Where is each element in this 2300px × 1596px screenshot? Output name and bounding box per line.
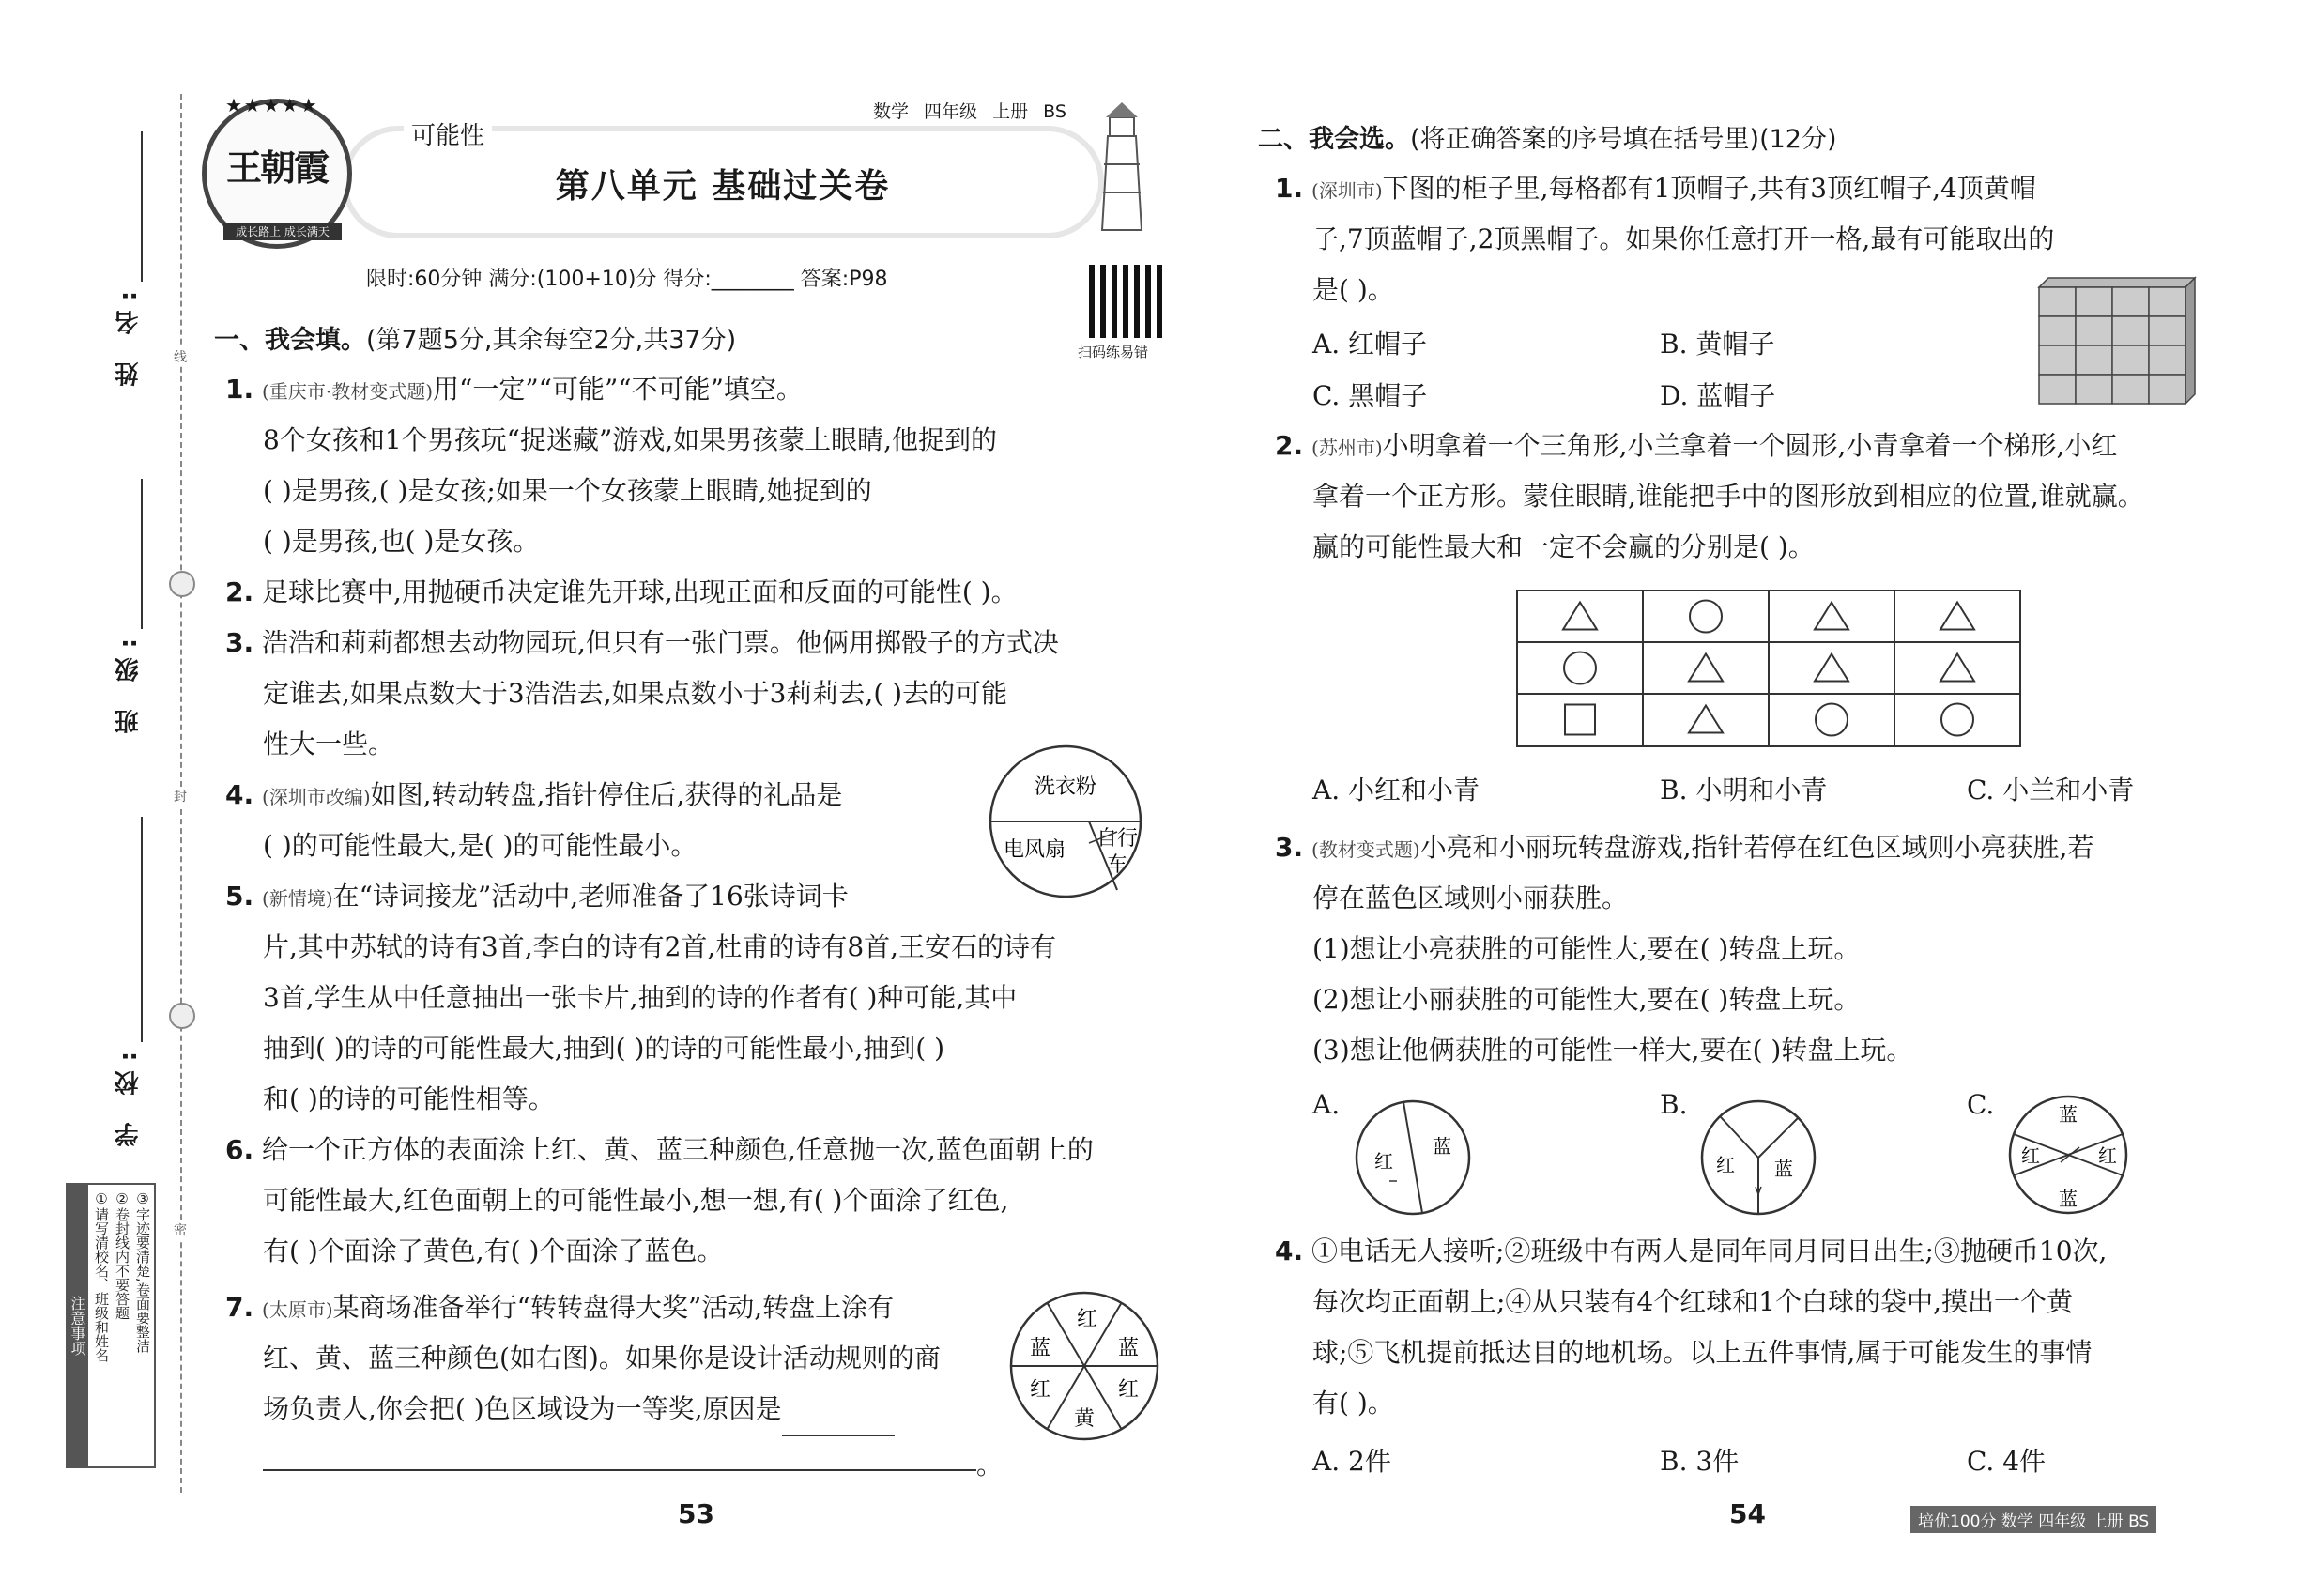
s2q4-number: 4. — [1275, 1235, 1304, 1266]
q7-number: 7. — [225, 1292, 254, 1323]
q3-text1: 浩浩和莉莉都想去动物园玩,但只有一张门票。他俩用掷骰子的方式决 — [262, 627, 1059, 658]
s2q4-option-b[interactable]: B. 3件 — [1660, 1446, 1740, 1477]
subject-line: 数学 四年级 上册 BS — [873, 101, 1066, 122]
q7-source: (太原市) — [262, 1298, 333, 1321]
q1-number: 1. — [225, 374, 254, 405]
q2-text: 足球比赛中,用抛硬币决定谁先开球,出现正面和反面的可能性( )。 — [262, 576, 1018, 607]
q7-answer-line[interactable] — [263, 1469, 976, 1471]
exam-meta: 限时:60分钟 满分:(100+10)分 得分:________ 答案:P98 — [366, 268, 888, 291]
notes-box — [66, 1183, 156, 1468]
q7-wheel-0: 红 — [1076, 1308, 1098, 1331]
s2q1-source: (深圳市) — [1311, 179, 1383, 202]
qr-label: 扫码练易错 — [1078, 344, 1149, 361]
s2q3-sub3: (3)想让他俩获胜的可能性一样大,要在( )转盘上玩。 — [1312, 1035, 1913, 1066]
q5-line1 — [225, 871, 849, 924]
s2q3-sub2: (2)想让小丽获胜的可能性大,要在( )转盘上玩。 — [1312, 984, 1861, 1015]
q5-line3: 3首,学生从中任意抽出一张卡片,抽到的诗的作者有( )种可能,其中 — [263, 982, 1018, 1013]
school-field[interactable] — [141, 817, 143, 1042]
section2-heading — [1258, 118, 1837, 155]
q7-wheel-3: 黄 — [1073, 1407, 1096, 1431]
q2-number: 2. — [225, 576, 254, 607]
s2q1-text1: 下图的柜子里,每格都有1顶帽子,共有3顶红帽子,4顶黄帽 — [1382, 173, 2036, 204]
s2q2-line3: 赢的可能性最大和一定不会赢的分别是( )。 — [1312, 531, 1815, 562]
q7-reason-blank[interactable] — [782, 1384, 895, 1436]
q7-text1: 某商场准备举行“转转盘得大奖”活动,转盘上涂有 — [332, 1292, 895, 1323]
s2q2-shape-grid — [1516, 590, 2023, 749]
brand-logo — [202, 99, 352, 249]
s2q3-c-blue-bottom: 蓝 — [2059, 1188, 2078, 1210]
s2q3-c-red-right: 红 — [2098, 1144, 2117, 1167]
q7-wheel-1: 蓝 — [1117, 1337, 1140, 1360]
cut-mark-1: 线 — [171, 347, 190, 366]
q5-line4: 抽到( )的诗的可能性最大,抽到( )的诗的可能性最小,抽到( ) — [263, 1033, 945, 1064]
s2q1-option-b[interactable]: B. 黄帽子 — [1660, 329, 1775, 360]
s2q4-line1 — [1275, 1226, 2107, 1277]
q3-number: 3. — [225, 627, 254, 658]
cut-circle-2 — [169, 1003, 195, 1029]
q7-text3: 场负责人,你会把( )色区域设为一等奖,原因是 — [263, 1393, 782, 1424]
s2q3-number: 3. — [1275, 832, 1304, 863]
s2q4-text1: ①电话无人接听;②班级中有两人是同年同月同日出生;③抛硬币10次, — [1311, 1235, 2108, 1266]
s2q2-text1: 小明拿着一个三角形,小兰拿着一个圆形,小青拿着一个梯形,小红 — [1382, 430, 2118, 461]
s2q3-b-red: 红 — [1716, 1154, 1735, 1176]
s2q1-line1 — [1275, 163, 2036, 216]
q4-number: 4. — [225, 779, 254, 810]
logo-name: 王朝霞 — [225, 146, 328, 189]
q7-wheel-2: 红 — [1117, 1378, 1140, 1402]
q2-line1 — [225, 567, 1018, 618]
class-field[interactable] — [141, 479, 143, 629]
section1-note: (第7题5分,其余每空2分,共37分) — [366, 326, 737, 355]
s2q3-a-blue: 蓝 — [1433, 1135, 1451, 1158]
q3-line3: 性大一些。 — [263, 729, 395, 760]
q6-number: 6. — [225, 1134, 254, 1165]
note-1: ①请写清校名、班级和姓名 — [93, 1190, 110, 1362]
s2q2-line1 — [1275, 421, 2117, 473]
s2q2-source: (苏州市) — [1311, 437, 1383, 459]
s2q2-option-b[interactable]: B. 小明和小青 — [1660, 775, 1828, 806]
s2q3-label-c[interactable]: C. — [1967, 1089, 1995, 1120]
s2q4-line4: 有( )。 — [1312, 1388, 1394, 1419]
cut-mark-3: 密 — [171, 1220, 190, 1239]
note-3: ③字迹要清楚,卷面要整洁 — [134, 1190, 151, 1353]
q1-line4: ( )是男孩,也( )是女孩。 — [263, 526, 540, 557]
q1-line3: ( )是男孩,( )是女孩;如果一个女孩蒙上眼睛,她捉到的 — [263, 475, 872, 506]
q5-line2: 片,其中苏轼的诗有3首,李白的诗有2首,杜甫的诗有8首,王安石的诗有 — [263, 931, 1057, 962]
logo-slogan: 成长路上 成长满天 — [223, 223, 342, 240]
footer-tag: 培优100分 数学 四年级 上册 BS — [1910, 1506, 2156, 1533]
s2q4-line3: 球;⑤飞机提前抵达目的地机场。以上五件事情,属于可能发生的事情 — [1312, 1337, 2093, 1368]
q4-wheel-left: 电风扇 — [1003, 838, 1066, 862]
q6-line1 — [225, 1125, 1094, 1175]
s2q3-spinner-a — [1352, 1097, 1474, 1219]
q4-wheel-right1: 自行 — [1096, 827, 1139, 851]
section2-title: 二、我会选。 — [1258, 125, 1410, 154]
s2q3-b-blue: 蓝 — [1774, 1158, 1793, 1180]
q4-text1: 如图,转动转盘,指针停住后,获得的礼品是 — [370, 779, 843, 810]
q1-line2: 8个女孩和1个男孩玩“捉迷藏”游戏,如果男孩蒙上眼睛,他捉到的 — [263, 424, 998, 455]
s2q3-text1: 小亮和小丽玩转盘游戏,指针若停在红色区域则小亮获胜,若 — [1419, 832, 2094, 863]
q4-wheel-top: 洗衣粉 — [1034, 775, 1097, 799]
section1-title: 一、我会填。 — [214, 326, 366, 355]
cut-mark-2: 封 — [171, 787, 190, 806]
q5-number: 5. — [225, 881, 254, 912]
q4-line1 — [225, 770, 842, 822]
q7-end-mark: 。 — [976, 1450, 1004, 1481]
s2q1-cabinet — [2037, 272, 2201, 408]
q7-line2: 红、黄、蓝三种颜色(如右图)。如果你是设计活动规则的商 — [263, 1343, 941, 1373]
note-2: ②卷封线内不要答题 — [114, 1190, 130, 1320]
s2q1-line2: 子,7顶蓝帽子,2顶黑帽子。如果你任意打开一格,最有可能取出的 — [1312, 223, 2055, 254]
q1-source: (重庆市·教材变式题) — [262, 380, 433, 403]
q6-text1: 给一个正方体的表面涂上红、黄、蓝三种颜色,任意抛一次,蓝色面朝上的 — [262, 1134, 1094, 1165]
name-field[interactable] — [141, 131, 143, 282]
lighthouse-icon — [1080, 99, 1164, 239]
school-label: 学 校: — [115, 1042, 143, 1147]
page-number-left: 53 — [678, 1498, 714, 1529]
page-number-right: 54 — [1729, 1498, 1766, 1529]
s2q1-option-a[interactable]: A. 红帽子 — [1312, 329, 1428, 360]
q7-wheel-5: 蓝 — [1029, 1337, 1051, 1360]
q5-text1: 在“诗词接龙”活动中,老师准备了16张诗词卡 — [332, 881, 849, 912]
q6-line3: 有( )个面涂了黄色,有( )个面涂了蓝色。 — [263, 1235, 724, 1266]
s2q2-option-c[interactable]: C. 小兰和小青 — [1967, 775, 2135, 806]
s2q3-label-b[interactable]: B. — [1660, 1089, 1688, 1120]
q7-line1 — [225, 1282, 894, 1335]
s2q4-line2: 每次均正面朝上;④从只装有4个红球和1个白球的袋中,摸出一个黄 — [1312, 1286, 2073, 1317]
q4-line2: ( )的可能性最大,是( )的可能性最小。 — [263, 830, 698, 861]
q1-text: 用“一定”“可能”“不可能”填空。 — [433, 374, 803, 405]
cut-circle-1 — [169, 571, 195, 597]
s2q2-line2: 拿着一个正方形。蒙住眼睛,谁能把手中的图形放到相应的位置,谁就赢。 — [1312, 481, 2144, 512]
q6-line2: 可能性最大,红色面朝上的可能性最小,想一想,有( )个面涂了红色, — [263, 1185, 1009, 1216]
s2q4-option-a[interactable]: A. 2件 — [1312, 1446, 1391, 1477]
class-label: 班 级: — [115, 629, 143, 734]
q3-line1 — [225, 618, 1059, 668]
q7-wheel-4: 红 — [1029, 1378, 1051, 1402]
s2q4-option-c[interactable]: C. 4件 — [1967, 1446, 2047, 1477]
s2q3-line1 — [1275, 822, 2093, 875]
topic-tag: 可能性 — [404, 116, 492, 151]
q4-wheel-right2: 车 — [1106, 853, 1128, 877]
s2q3-source: (教材变式题) — [1311, 838, 1420, 861]
s2q3-sub1: (1)想让小亮获胜的可能性大,要在( )转盘上玩。 — [1312, 933, 1861, 964]
s2q3-spinner-b — [1697, 1097, 1819, 1219]
q5-line5: 和( )的诗的可能性相等。 — [263, 1083, 555, 1114]
star-row-icon: ★★★★★ — [225, 94, 319, 116]
s2q3-label-a[interactable]: A. — [1312, 1089, 1341, 1120]
s2q3-c-blue-top: 蓝 — [2059, 1103, 2078, 1126]
q7-spinner — [1004, 1286, 1164, 1446]
name-label: 姓 名: — [115, 282, 143, 387]
section2-note: (将正确答案的序号填在括号里)(12分) — [1410, 125, 1837, 154]
s2q3-line2: 停在蓝色区域则小丽获胜。 — [1312, 882, 1629, 913]
s2q3-a-red: 红 — [1374, 1150, 1393, 1173]
q4-source: (深圳市改编) — [262, 786, 371, 808]
s2q2-number: 2. — [1275, 430, 1304, 461]
q7-line3 — [263, 1384, 895, 1436]
s2q2-option-a[interactable]: A. 小红和小青 — [1312, 775, 1480, 806]
notes-title: 注意事项 — [68, 1185, 88, 1466]
qr-code-icon[interactable] — [1089, 265, 1162, 338]
s2q3-spinner-c — [2004, 1091, 2132, 1219]
q3-line2: 定谁去,如果点数大于3浩浩去,如果点数小于3莉莉去,( )去的可能 — [263, 678, 1008, 709]
s2q1-line3: 是( )。 — [1312, 274, 1394, 305]
q4-spinner — [976, 742, 1155, 901]
s2q1-number: 1. — [1275, 173, 1304, 204]
page-title: 第八单元 基础过关卷 — [555, 167, 891, 206]
s2q3-c-red-left: 红 — [2021, 1144, 2040, 1167]
cabinet-grid — [2039, 287, 2185, 404]
section1-heading — [214, 319, 736, 356]
s2q1-option-d[interactable]: D. 蓝帽子 — [1660, 380, 1776, 411]
q5-source: (新情境) — [262, 887, 333, 910]
q1-line1 — [225, 364, 803, 417]
s2q1-option-c[interactable]: C. 黑帽子 — [1312, 380, 1428, 411]
